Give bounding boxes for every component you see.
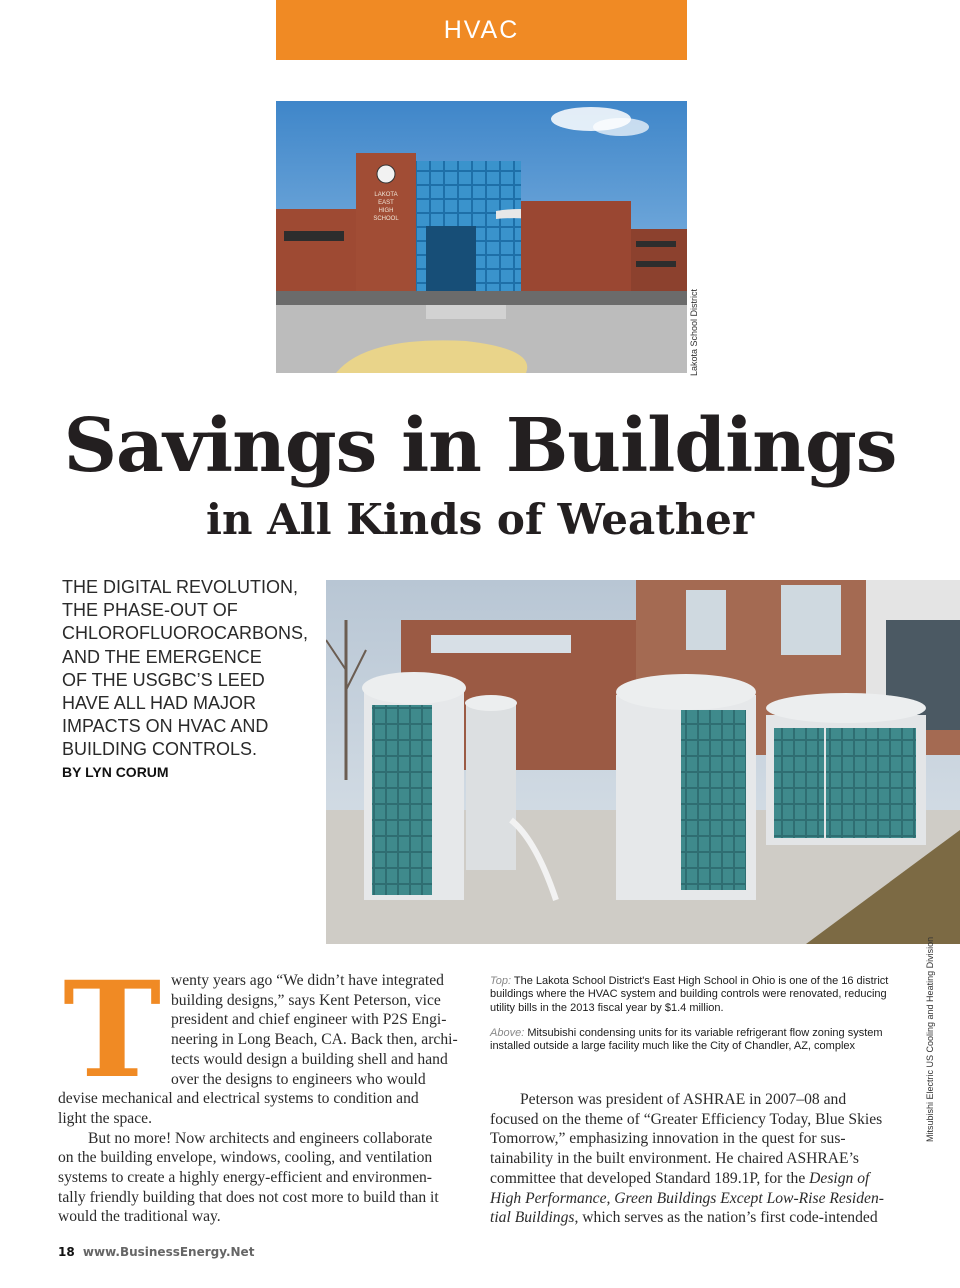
body-line: devise mechanical and electrical systems to condition and: [58, 1090, 419, 1108]
photo-credit-main: Mitsubishi Electric US Cooling and Heating Division: [925, 936, 935, 1142]
body-text-italic: Design of: [809, 1169, 870, 1187]
deck-line: AND THE EMERGENCE: [62, 646, 262, 667]
condensing-units-photo: [326, 580, 960, 944]
body-line: neering in Long Beach, CA. Back then, archi-: [171, 1031, 458, 1049]
body-line: [490, 1208, 894, 1228]
school-building-photo: [276, 101, 687, 373]
caption-label: Top:: [490, 975, 512, 987]
deck-line: CHLOROFLUOROCARBONS,: [62, 623, 309, 644]
body-line: But no more! Now architects and engineers collaborate: [88, 1129, 433, 1147]
photo-credit-top: Lakota School District: [689, 288, 699, 376]
caption-text: Mitsubishi condensing units for its variable refrigerant flow zoning system installed outside a large facility much like the City of Chandler, AZ, complex: [490, 1027, 883, 1053]
deck: [62, 576, 324, 762]
deck-line: BUILDING CONTROLS.: [62, 739, 258, 760]
svg-text:EAST: EAST: [378, 200, 394, 206]
body-line: [490, 1169, 894, 1189]
subheadline: in All Kinds of Weather: [205, 495, 755, 544]
body-line: tects would design a building shell and hand: [171, 1050, 448, 1068]
svg-text:HIGH: HIGH: [378, 208, 394, 214]
caption-above: [490, 1027, 894, 1054]
body-line: [490, 1189, 894, 1209]
footer: [58, 1245, 254, 1259]
caption-top: [490, 975, 894, 1015]
deck-line: IMPACTS ON HVAC AND: [62, 716, 269, 737]
deck-line: THE PHASE-OUT OF: [62, 600, 238, 621]
body-line: building designs,” says Kent Peterson, vice: [171, 991, 441, 1009]
body-column-left: [58, 953, 468, 1227]
body-line: focused on the theme of “Greater Efficiency Today, Blue Skies: [490, 1110, 883, 1128]
body-line: on the building envelope, windows, cooling, and ventilation: [58, 1149, 433, 1167]
caption-text: The Lakota School District's East High School in Ohio is one of the 16 district buildings where the HVAC system and building controls were renovated, reducing utility bills in the 2013 fiscal year by $1.4 million.: [490, 975, 889, 1014]
drop-cap: T: [63, 953, 162, 1108]
body-line: tainability in the built environment. He chaired ASHRAE’s: [490, 1150, 859, 1168]
page-number: 18: [58, 1245, 75, 1259]
body-text: committee that developed Standard 189.1P, for the: [490, 1169, 810, 1187]
body-line: wenty years ago “We didn’t have integrated: [171, 972, 444, 989]
body-line: light the space.: [58, 1109, 152, 1127]
body-line: systems to create a highly energy-efficient and environmen-: [58, 1169, 432, 1187]
body-line: over the designs to engineers who would: [171, 1070, 426, 1088]
deck-line: THE DIGITAL REVOLUTION,: [62, 577, 299, 597]
caption-label: Above:: [490, 1027, 525, 1039]
body-line: tally friendly building that does not cost more to build than it: [58, 1188, 439, 1206]
headline: Savings in Buildings: [63, 403, 897, 489]
body-line: Peterson was president of ASHRAE in 2007–08 and: [520, 1091, 847, 1108]
body-line: Tomorrow,” emphasizing innovation in the quest for sus-: [490, 1130, 846, 1148]
body-text-italic: tial Buildings: [490, 1209, 575, 1227]
deck-line: OF THE USGBC’S LEED: [62, 669, 265, 690]
body-line: president and chief engineer with P2S Engi-: [171, 1011, 447, 1029]
svg-text:LAKOTA: LAKOTA: [374, 192, 398, 198]
section-tab: HVAC: [276, 0, 687, 60]
body-text-italic: High Performance, Green Buildings Except Low-Rise Residen-: [490, 1189, 884, 1207]
footer-url: www.BusinessEnergy.Net: [82, 1245, 255, 1259]
body-text: , which serves as the nation’s first code-intended: [574, 1209, 878, 1227]
deck-line: HAVE ALL HAD MAJOR: [62, 693, 257, 714]
byline: BY LYN CORUM: [62, 764, 169, 780]
body-line: would the traditional way.: [58, 1208, 221, 1226]
body-column-right: [490, 1090, 894, 1228]
svg-text:SCHOOL: SCHOOL: [373, 216, 399, 222]
